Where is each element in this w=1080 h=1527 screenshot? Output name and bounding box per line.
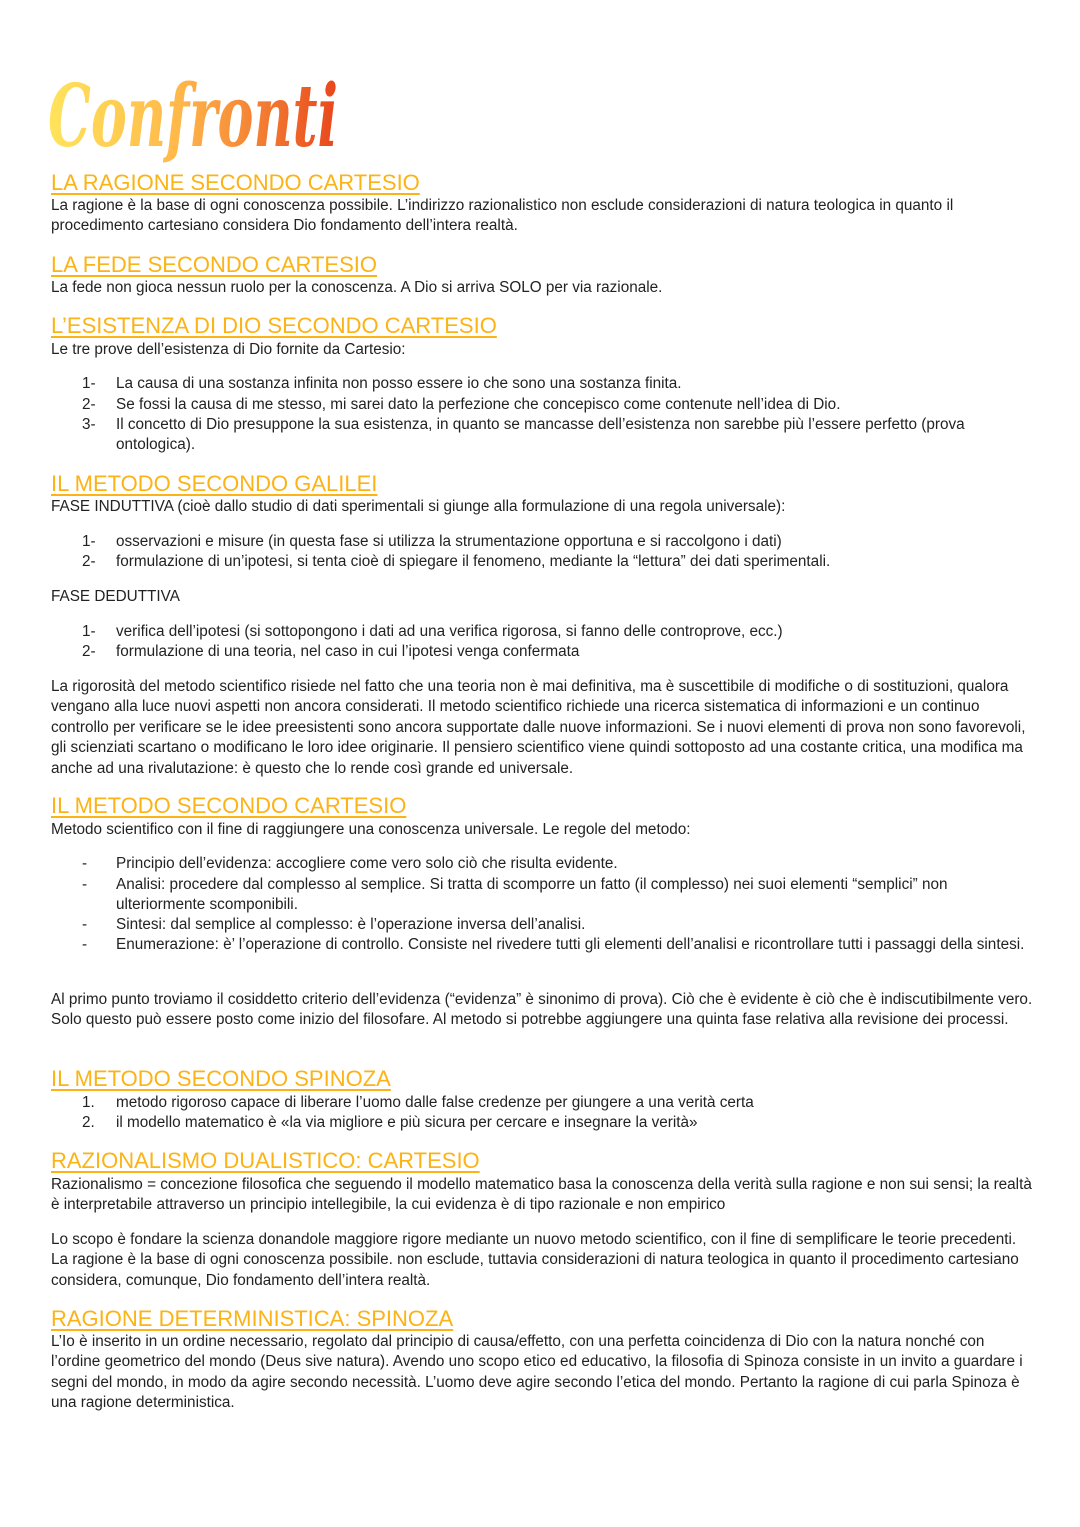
- section-heading-metodo-spinoza: IL METODO SECONDO SPINOZA: [51, 1066, 391, 1091]
- list-marker: -: [82, 916, 88, 933]
- phase-label-induttiva: FASE INDUTTIVA (cioè dallo studio di dati sperimentali si giunge alla formulazione di una regola universale):: [51, 498, 786, 515]
- section-text-metodo-galilei: La rigorosità del metodo scientifico risiede nel fatto che una teoria non è mai definitiva, ma è suscettibile di modifiche o di sostituzioni, qualora vengano alla luce nuovi aspetti non ancora considerati. Il metodo scientifico richiede una ricerca sistematica di informazioni e un continuo controllo per verificare se le idee preesistenti sono ancora supportate dalle nuove informazioni. Se i nuovi elementi di prova non sono favorevoli, gli scienziati scartano o modificano le loro idee originarie. Il pensiero scientifico viene quindi sottoposto ad una costante critica, una modifica ma anche ad una rivalutazione: è questo che lo rende così grande ed universale.: [51, 678, 1026, 777]
- list-item: formulazione di una teoria, nel caso in cui l’ipotesi venga confermata: [116, 643, 580, 660]
- section-intro-metodo-cartesio: Metodo scientifico con il fine di raggiungere una conoscenza universale. Le regole del metodo:: [51, 821, 691, 838]
- list-item: Il concetto di Dio presuppone la sua esistenza, in quanto se mancasse dell’esistenza non sarebbe più l’essere perfetto (prova ontologica).: [116, 416, 965, 454]
- section-heading-fede-cartesio: LA FEDE SECONDO CARTESIO: [51, 252, 378, 277]
- section-text-ragione-deterministica: L’Io è inserito in un ordine necessario, regolato dal principio di causa/effetto, con una perfetta coincidenza di Dio con la natura nonché con l’ordine geometrico del mondo (Deus sive natura). Avendo uno scopo etico ed educativo, la filosofia di Spinoza consiste in un invito a guardare i segni del mondo, in modo da agire secondo necessità. L’uomo deve agire secondo l’etica del mondo. Pertanto la ragione di cui parla Spinoza è una ragione deterministica.: [51, 1333, 1023, 1412]
- list-item: il modello matematico è «la via migliore e più sicura per cercare e insegnare la verità»: [116, 1114, 698, 1131]
- list-marker: 2-: [82, 553, 96, 570]
- list-marker: 1.: [82, 1094, 95, 1111]
- list-marker: -: [82, 876, 88, 893]
- list-marker: 1-: [82, 375, 96, 392]
- section-text-razionalismo-scopo: Lo scopo è fondare la scienza donandole maggiore rigore mediante un nuovo metodo scientifico, con il fine di semplificare le teorie precedenti. La ragione è la base di ogni conoscenza possibile. non esclude, tuttavia considerazioni di natura teologica in quanto il procedimento cartesiano considera, comunque, Dio fondamento dell’intera realtà.: [51, 1231, 1019, 1289]
- section-heading-metodo-galilei: IL METODO SECONDO GALILEI: [51, 471, 378, 496]
- list-marker: 2-: [82, 643, 96, 660]
- list-item: Se fossi la causa di me stesso, mi sarei dato la perfezione che concepisco come contenute nell’idea di Dio.: [116, 396, 841, 413]
- list-item: metodo rigoroso capace di liberare l’uomo dalle false credenze per giungere a una verità certa: [116, 1094, 754, 1111]
- section-text-fede-cartesio: La fede non gioca nessun ruolo per la conoscenza. A Dio si arriva SOLO per via razionale.: [51, 279, 663, 296]
- section-heading-esistenza-dio: L’ESISTENZA DI DIO SECONDO CARTESIO: [51, 313, 497, 338]
- list-marker: 1-: [82, 623, 96, 640]
- title-logo: [44, 56, 364, 176]
- section-heading-ragione-deterministica: RAGIONE DETERMINISTICA: SPINOZA: [51, 1306, 454, 1331]
- list-marker: 3-: [82, 416, 96, 433]
- section-text-ragione-cartesio: La ragione è la base di ogni conoscenza possibile. L’indirizzo razionalistico non esclude considerazioni di natura teologica in quanto il procedimento cartesiano considera Dio fondamento dell’intera realtà.: [51, 197, 954, 235]
- section-text-razionalismo: Razionalismo = concezione filosofica che seguendo il modello matematico basa la conoscenza della verità sulla ragione e non sui sensi; la realtà è interpretabile attraverso un principio intellegibile, la cui evidenza è di tipo razionale e non empirico: [51, 1176, 1032, 1214]
- phase-label-deduttiva: FASE DEDUTTIVA: [51, 588, 180, 605]
- list-marker: 2-: [82, 396, 96, 413]
- page-title: Confronti: [48, 66, 338, 167]
- list-item: verifica dell’ipotesi (si sottopongono i dati ad una verifica rigorosa, si fanno delle controprove, ecc.): [116, 623, 783, 640]
- section-heading-razionalismo-dualistico: RAZIONALISMO DUALISTICO: CARTESIO: [51, 1148, 480, 1173]
- section-heading-metodo-cartesio: IL METODO SECONDO CARTESIO: [51, 793, 407, 818]
- section-heading-ragione-cartesio: LA RAGIONE SECONDO CARTESIO: [51, 170, 420, 195]
- list-item: Analisi: procedere dal complesso al semplice. Si tratta di scomporre un fatto (il complesso) nei suoi elementi “semplici” non ulteriormente scomponibili.: [116, 876, 948, 914]
- list-item: Enumerazione: è’ l’operazione di controllo. Consiste nel rivedere tutti gli elementi dell’analisi e ricontrollare tutti i passaggi della sintesi.: [116, 936, 1025, 953]
- list-marker: 1-: [82, 533, 96, 550]
- list-item: osservazioni e misure (in questa fase si utilizza la strumentazione opportuna e si raccolgono i dati): [116, 533, 782, 550]
- list-marker: 2.: [82, 1114, 95, 1131]
- list-item: Sintesi: dal semplice al complesso: è l’operazione inversa dell’analisi.: [116, 916, 586, 933]
- section-intro-esistenza-dio: Le tre prove dell’esistenza di Dio fornite da Cartesio:: [51, 341, 406, 358]
- list-marker: -: [82, 855, 88, 872]
- list-item: formulazione di un’ipotesi, si tenta cioè di spiegare il fenomeno, mediante la “lettura” dei dati sperimentali.: [116, 553, 831, 570]
- list-marker: -: [82, 936, 88, 953]
- section-text-metodo-cartesio: Al primo punto troviamo il cosiddetto criterio dell’evidenza (“evidenza” è sinonimo di prova). Ciò che è evidente è ciò che è indiscutibilmente vero. Solo questo può essere posto come inizio del filosofare. Al metodo si potrebbe aggiungere una quinta fase relativa alla revisione dei processi.: [51, 991, 1033, 1029]
- list-item: Principio dell’evidenza: accogliere come vero solo ciò che risulta evidente.: [116, 855, 618, 872]
- list-item: La causa di una sostanza infinita non posso essere io che sono una sostanza finita.: [116, 375, 682, 392]
